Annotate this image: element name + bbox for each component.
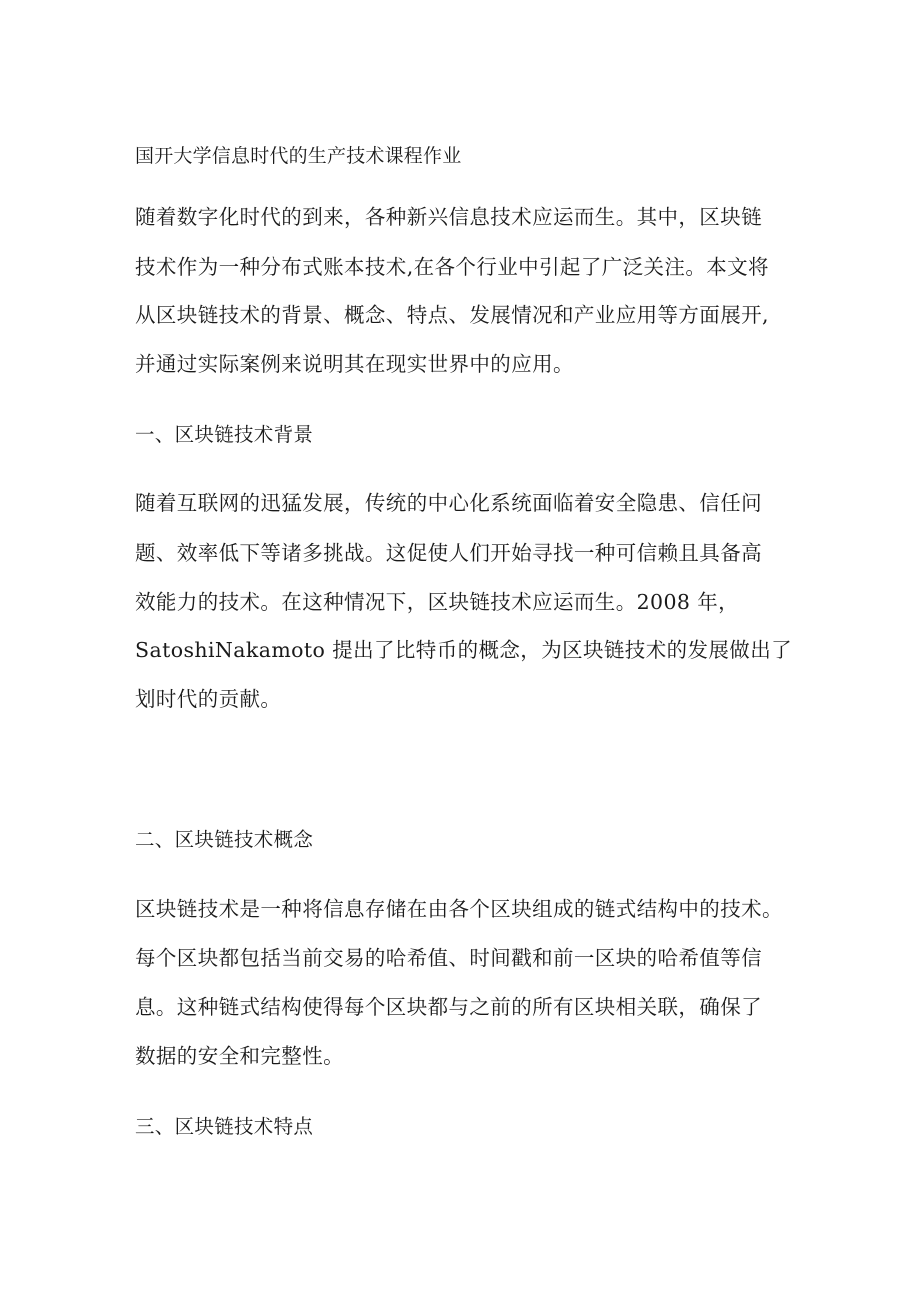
section1-line-2: 题、效率低下等诸多挑战。这促使人们开始寻找一种可信赖且具备高	[135, 541, 762, 565]
section1-line-4: SatoshiNakamoto 提出了比特币的概念，为区块链技术的发展做出了	[135, 638, 793, 662]
intro-line-1: 随着数字化时代的到来，各种新兴信息技术应运而生。其中，区块链	[135, 205, 762, 229]
intro-line-4: 并通过实际案例来说明其在现实世界中的应用。	[135, 352, 574, 376]
document-title: 国开大学信息时代的生产技术课程作业	[135, 145, 462, 167]
section2-heading: 二、区块链技术概念	[135, 828, 314, 851]
section3-heading: 三、区块链技术特点	[135, 1115, 314, 1138]
section1-line-3: 效能力的技术。在这种情况下，区块链技术应运而生。2008 年，	[135, 590, 740, 614]
section1-heading: 一、区块链技术背景	[135, 423, 314, 446]
section2-line-4: 数据的安全和完整性。	[135, 1044, 344, 1068]
section2-line-1: 区块链技术是一种将信息存储在由各个区块组成的链式结构中的技术。	[135, 897, 783, 921]
section1-line-1: 随着互联网的迅猛发展，传统的中心化系统面临着安全隐患、信任问	[135, 491, 762, 515]
section1-line-5: 划时代的贡献。	[135, 687, 282, 711]
intro-line-2: 技术作为一种分布式账本技术,在各个行业中引起了广泛关注。本文将	[135, 255, 769, 279]
intro-line-3: 从区块链技术的背景、概念、特点、发展情况和产业应用等方面展开,	[135, 303, 769, 327]
section2-line-2: 每个区块都包括当前交易的哈希值、时间戳和前一区块的哈希值等信	[135, 946, 762, 970]
section2-line-3: 息。这种链式结构使得每个区块都与之前的所有区块相关联，确保了	[135, 995, 762, 1019]
